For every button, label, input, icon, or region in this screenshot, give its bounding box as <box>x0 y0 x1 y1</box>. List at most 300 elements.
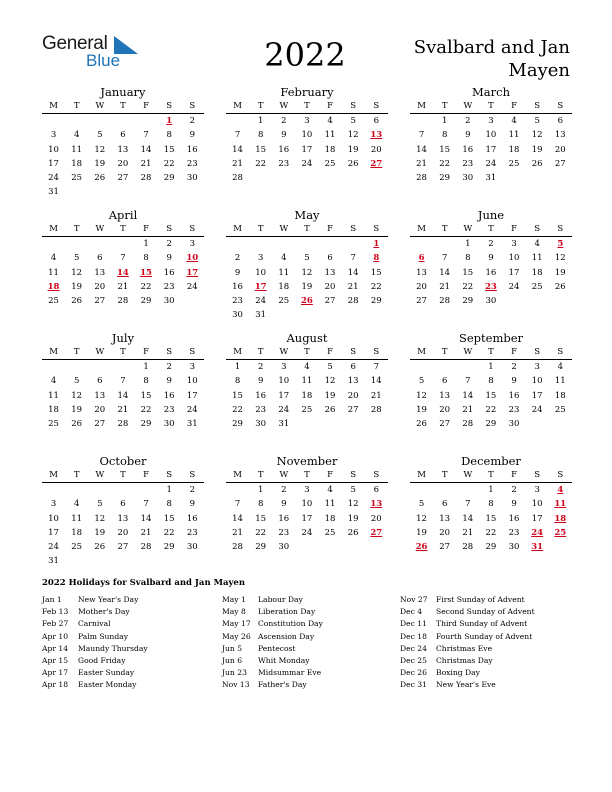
day-cell: 3 <box>50 499 57 510</box>
month-title: September <box>458 331 524 345</box>
day-cell: 9 <box>281 499 287 510</box>
day-cell: 9 <box>465 130 471 141</box>
day-cell: 21 <box>140 527 152 538</box>
week-row <box>410 497 572 511</box>
holiday-name: Easter Monday <box>78 680 137 690</box>
weekday-label: T <box>257 101 264 111</box>
holiday-date: Nov 13 <box>222 680 250 690</box>
day-cell: 30 <box>163 419 175 430</box>
week-row <box>410 374 572 388</box>
day-cell: 18 <box>71 527 83 538</box>
day-cell: 11 <box>531 253 543 264</box>
holiday-column <box>222 594 323 692</box>
holiday-name: Palm Sunday <box>78 631 129 641</box>
day-cell: 26 <box>416 419 427 430</box>
day-cell: 10 <box>278 376 290 387</box>
day-cell: 28 <box>439 296 451 307</box>
day-cell: 7 <box>465 499 471 510</box>
day-cell: 26 <box>554 281 566 292</box>
week-row <box>226 512 388 526</box>
day-cell: 23 <box>163 281 175 292</box>
day-cell: 30 <box>462 173 474 184</box>
day-cell: 26 <box>94 173 106 184</box>
day-cell: 2 <box>166 239 172 249</box>
week-row <box>42 512 204 526</box>
weekday-label: S <box>557 224 564 234</box>
day-cell <box>111 237 134 251</box>
holiday-name: Midsummar Eve <box>258 668 322 678</box>
day-cell <box>410 483 433 497</box>
day-cell: 19 <box>94 527 106 538</box>
holiday-item <box>222 667 323 679</box>
weekday-label: T <box>304 347 310 357</box>
weekday-label: M <box>417 347 426 357</box>
day-cell <box>181 185 204 199</box>
holiday-name: Pentecost <box>258 643 296 653</box>
day-cell: 13 <box>554 130 566 141</box>
day-cell: 15 <box>255 144 267 155</box>
day-cell <box>42 114 65 128</box>
holiday-name: Maundy Thursday <box>78 643 148 653</box>
weekday-label: F <box>511 470 518 480</box>
day-cell: 4 <box>534 239 540 249</box>
holiday-date: Apr 15 <box>42 655 69 665</box>
day-cell <box>319 417 342 431</box>
weekday-header <box>42 222 204 237</box>
weekday-label: S <box>166 347 173 357</box>
day-cell: 29 <box>232 419 243 430</box>
day-cell: 23 <box>508 404 520 415</box>
day-cell: 14 <box>232 513 243 524</box>
day-cell: 12 <box>71 390 83 401</box>
weekday-label: S <box>350 470 357 480</box>
day-cell: 24 <box>485 158 497 169</box>
day-cell: 19 <box>71 404 83 415</box>
week-row <box>410 280 572 294</box>
holiday-date: Dec 4 <box>400 607 423 617</box>
day-cell: 21 <box>462 527 474 538</box>
day-cell: 6 <box>97 253 103 264</box>
day-cell: 30 <box>186 542 198 553</box>
day-cell: 15 <box>140 390 152 401</box>
holiday-day-cell: 4 <box>557 485 564 495</box>
day-cell: 5 <box>97 499 103 510</box>
weekday-label: T <box>488 470 494 480</box>
day-cell: 18 <box>531 267 543 278</box>
day-cell: 7 <box>234 499 241 510</box>
day-cell: 16 <box>232 281 243 292</box>
day-cell: 27 <box>554 158 566 169</box>
month-july <box>42 331 204 431</box>
day-cell: 22 <box>255 527 267 538</box>
week-row <box>226 483 388 497</box>
weekday-label: T <box>257 224 264 234</box>
day-cell: 6 <box>97 376 103 387</box>
holiday-name: New Year's Day <box>78 595 139 604</box>
day-cell: 11 <box>324 499 336 510</box>
week-row <box>410 114 572 128</box>
day-cell: 5 <box>304 253 310 264</box>
day-cell: 8 <box>465 253 471 264</box>
day-cell: 13 <box>94 390 106 401</box>
holiday-day-cell: 18 <box>554 513 567 524</box>
week-row <box>226 143 388 157</box>
day-cell: 17 <box>48 527 59 538</box>
holiday-date: May 8 <box>222 607 246 617</box>
holiday-name: Christmas Day <box>436 655 493 665</box>
day-cell: 25 <box>531 281 543 292</box>
day-cell: 4 <box>304 362 310 372</box>
holiday-day-cell: 13 <box>370 499 383 510</box>
week-row <box>42 251 204 265</box>
day-cell <box>295 308 318 322</box>
day-cell: 23 <box>278 158 290 169</box>
day-cell: 12 <box>324 376 336 387</box>
week-row <box>410 417 572 431</box>
holiday-name: Second Sunday of Advent <box>436 607 535 617</box>
day-cell <box>65 554 88 568</box>
month-title: June <box>477 208 505 222</box>
day-cell: 26 <box>71 296 83 307</box>
holiday-name: Boxing Day <box>436 668 480 678</box>
day-cell: 15 <box>163 144 175 155</box>
weekday-label: W <box>95 224 105 234</box>
day-cell: 11 <box>71 513 83 524</box>
week-row <box>226 417 388 431</box>
day-cell: 1 <box>257 485 264 495</box>
day-cell: 24 <box>48 542 59 553</box>
holiday-name: Constitution Day <box>258 619 323 629</box>
day-cell: 24 <box>186 281 198 292</box>
week-row <box>42 114 204 128</box>
day-cell <box>342 171 365 185</box>
holiday-name: Christmas Eve <box>436 643 493 653</box>
day-cell <box>88 185 111 199</box>
day-cell <box>65 483 88 497</box>
holiday-day-cell: 26 <box>415 542 428 553</box>
week-row <box>42 374 204 388</box>
day-cell: 21 <box>232 158 243 169</box>
day-cell: 8 <box>234 376 241 387</box>
week-row <box>410 294 572 308</box>
holiday-item <box>400 631 535 643</box>
day-cell: 2 <box>511 485 517 495</box>
month-march <box>410 85 572 185</box>
holiday-item <box>400 618 535 630</box>
month-title: May <box>294 208 320 222</box>
day-cell: 22 <box>163 158 175 169</box>
week-row <box>42 237 204 251</box>
weekday-header <box>410 468 572 483</box>
day-cell <box>365 308 388 322</box>
week-row <box>226 497 388 511</box>
day-cell: 2 <box>465 116 471 126</box>
week-row <box>410 483 572 497</box>
day-cell: 21 <box>140 158 152 169</box>
weekday-label: W <box>95 101 105 111</box>
week-row <box>226 237 388 251</box>
day-cell: 29 <box>255 542 267 553</box>
day-cell: 22 <box>255 158 267 169</box>
day-cell <box>272 237 295 251</box>
day-cell: 23 <box>278 527 290 538</box>
weekday-label: T <box>120 470 126 480</box>
day-cell: 15 <box>370 267 382 278</box>
weekday-label: M <box>417 101 426 111</box>
day-cell <box>135 114 158 128</box>
week-row <box>42 171 204 185</box>
day-cell: 31 <box>485 173 497 184</box>
week-row <box>42 540 204 554</box>
weekday-header <box>410 99 572 114</box>
holiday-date: Nov 27 <box>400 595 428 604</box>
holiday-date: May 1 <box>222 595 246 604</box>
weekday-label: W <box>463 470 473 480</box>
day-cell: 15 <box>485 513 497 524</box>
day-cell: 21 <box>462 404 474 415</box>
day-cell: 30 <box>508 419 520 430</box>
day-cell: 20 <box>94 281 106 292</box>
day-cell: 21 <box>416 158 427 169</box>
day-cell: 23 <box>232 296 243 307</box>
day-cell: 3 <box>304 485 310 495</box>
weekday-label: T <box>488 347 494 357</box>
day-cell: 5 <box>350 116 356 126</box>
month-august <box>226 331 388 431</box>
week-row <box>226 389 388 403</box>
day-cell <box>42 483 65 497</box>
day-cell: 15 <box>163 513 175 524</box>
day-cell: 7 <box>465 376 471 387</box>
week-row <box>226 266 388 280</box>
day-cell <box>456 483 479 497</box>
holiday-day-cell: 26 <box>301 296 313 307</box>
day-cell: 20 <box>439 404 451 415</box>
day-cell: 5 <box>534 116 540 126</box>
day-cell: 6 <box>557 116 564 126</box>
holiday-item <box>42 655 148 667</box>
weekday-header <box>226 222 388 237</box>
weekday-label: T <box>73 101 80 111</box>
day-cell: 30 <box>508 542 520 553</box>
day-cell: 19 <box>416 404 427 415</box>
day-cell: 12 <box>71 267 83 278</box>
holiday-name: Father's Day <box>258 680 307 690</box>
day-cell: 31 <box>48 556 59 567</box>
day-cell <box>42 360 65 374</box>
day-cell: 25 <box>324 158 336 169</box>
holiday-date: Dec 18 <box>400 631 427 641</box>
holiday-day-cell: 10 <box>186 253 199 264</box>
day-cell: 18 <box>71 158 83 169</box>
weekday-label: S <box>350 101 357 111</box>
day-cell: 4 <box>73 499 80 510</box>
weekday-label: T <box>488 224 494 234</box>
day-cell: 14 <box>439 267 451 278</box>
day-cell: 28 <box>117 296 129 307</box>
brand-logo <box>42 33 142 73</box>
day-cell: 15 <box>485 390 497 401</box>
day-cell: 4 <box>50 253 57 264</box>
week-row <box>42 185 204 199</box>
day-cell: 22 <box>163 527 175 538</box>
holiday-item <box>400 655 535 667</box>
day-cell <box>88 554 111 568</box>
day-cell: 9 <box>189 499 196 510</box>
day-cell: 20 <box>439 527 451 538</box>
holiday-date: May 26 <box>222 631 251 641</box>
day-cell <box>319 237 342 251</box>
day-cell: 25 <box>48 296 59 307</box>
month-september <box>410 331 572 431</box>
week-row <box>42 483 204 497</box>
day-cell: 30 <box>232 310 243 321</box>
month-title: February <box>280 85 334 99</box>
month-october <box>42 454 204 569</box>
weekday-header <box>226 468 388 483</box>
holiday-date: Jun 6 <box>222 655 243 665</box>
weekday-label: S <box>189 470 196 480</box>
day-cell: 22 <box>370 281 382 292</box>
holiday-date: Jan 1 <box>42 595 62 604</box>
holiday-date: Dec 26 <box>400 668 427 678</box>
weekday-label: S <box>350 347 357 357</box>
day-cell: 31 <box>255 310 267 321</box>
day-cell: 6 <box>441 376 448 387</box>
day-cell: 29 <box>485 419 497 430</box>
day-cell <box>272 308 295 322</box>
weekday-label: F <box>327 224 334 234</box>
week-row <box>42 128 204 142</box>
day-cell: 30 <box>485 296 497 307</box>
day-cell: 29 <box>163 542 175 553</box>
day-cell: 16 <box>163 390 175 401</box>
day-cell <box>65 237 88 251</box>
day-cell: 9 <box>166 253 172 264</box>
day-cell <box>181 554 204 568</box>
holiday-day-cell: 17 <box>186 267 199 278</box>
week-row <box>410 171 572 185</box>
day-cell: 6 <box>373 485 380 495</box>
holiday-name: Liberation Day <box>258 607 316 617</box>
day-cell: 2 <box>234 253 241 264</box>
day-cell: 10 <box>485 130 497 141</box>
day-cell: 4 <box>557 362 564 372</box>
day-cell: 2 <box>281 116 287 126</box>
day-cell <box>135 483 158 497</box>
weekday-label: S <box>557 470 564 480</box>
day-cell: 31 <box>278 419 290 430</box>
day-cell: 3 <box>50 130 57 141</box>
month-title: October <box>99 454 147 468</box>
week-row <box>226 114 388 128</box>
weekday-label: F <box>511 347 518 357</box>
day-cell: 17 <box>531 513 543 524</box>
holiday-day-cell: 5 <box>557 239 564 249</box>
day-cell: 2 <box>281 485 287 495</box>
week-row <box>410 128 572 142</box>
day-cell: 9 <box>189 130 196 141</box>
day-cell: 3 <box>304 116 310 126</box>
holiday-column <box>400 594 535 692</box>
week-row <box>226 280 388 294</box>
week-row <box>410 540 572 554</box>
day-cell: 13 <box>117 513 129 524</box>
day-cell: 17 <box>186 390 198 401</box>
holiday-name: First Sunday of Advent <box>436 595 525 604</box>
day-cell <box>295 540 318 554</box>
day-cell: 5 <box>350 485 356 495</box>
day-cell: 26 <box>531 158 543 169</box>
day-cell: 19 <box>324 390 336 401</box>
day-cell: 13 <box>324 267 336 278</box>
holiday-day-cell: 18 <box>47 281 60 292</box>
holiday-date: Feb 13 <box>42 607 69 617</box>
weekday-label: M <box>233 347 242 357</box>
day-cell <box>410 114 433 128</box>
day-cell: 14 <box>370 376 382 387</box>
holiday-name: Whit Monday <box>258 655 310 665</box>
day-cell: 20 <box>347 390 359 401</box>
day-cell: 27 <box>94 419 106 430</box>
day-cell: 26 <box>94 542 106 553</box>
holiday-date: Apr 10 <box>42 631 69 641</box>
week-row <box>226 171 388 185</box>
weekday-label: S <box>189 224 196 234</box>
day-cell: 18 <box>278 281 290 292</box>
day-cell: 22 <box>485 404 497 415</box>
day-cell <box>88 483 111 497</box>
day-cell: 1 <box>441 116 448 126</box>
day-cell: 11 <box>301 376 313 387</box>
weekday-label: M <box>49 347 58 357</box>
day-cell: 15 <box>462 267 474 278</box>
day-cell: 18 <box>301 390 313 401</box>
day-cell: 26 <box>347 158 359 169</box>
week-row <box>42 280 204 294</box>
day-cell: 16 <box>163 267 175 278</box>
holiday-date: Dec 11 <box>400 619 427 629</box>
day-cell: 24 <box>301 158 313 169</box>
day-cell: 1 <box>488 485 494 495</box>
weekday-label: S <box>189 101 196 111</box>
week-row <box>410 157 572 171</box>
day-cell: 25 <box>278 296 290 307</box>
day-cell <box>111 360 134 374</box>
holiday-item <box>222 606 323 618</box>
day-cell <box>526 171 549 185</box>
day-cell: 4 <box>327 485 333 495</box>
day-cell: 7 <box>120 376 126 387</box>
weekday-header <box>410 345 572 360</box>
weekday-header <box>42 345 204 360</box>
day-cell <box>111 114 134 128</box>
day-cell: 14 <box>462 513 474 524</box>
day-cell: 25 <box>71 542 83 553</box>
day-cell: 29 <box>439 173 451 184</box>
weekday-label: T <box>73 470 80 480</box>
day-cell: 25 <box>324 527 336 538</box>
day-cell: 17 <box>485 144 497 155</box>
weekday-label: F <box>511 224 518 234</box>
holiday-date: Apr 18 <box>42 680 69 690</box>
day-cell <box>65 114 88 128</box>
day-cell: 5 <box>97 130 103 141</box>
holiday-name: Mother's Day <box>78 607 130 617</box>
week-row <box>226 308 388 322</box>
month-november <box>226 454 388 554</box>
holiday-name: Good Friday <box>78 655 126 665</box>
